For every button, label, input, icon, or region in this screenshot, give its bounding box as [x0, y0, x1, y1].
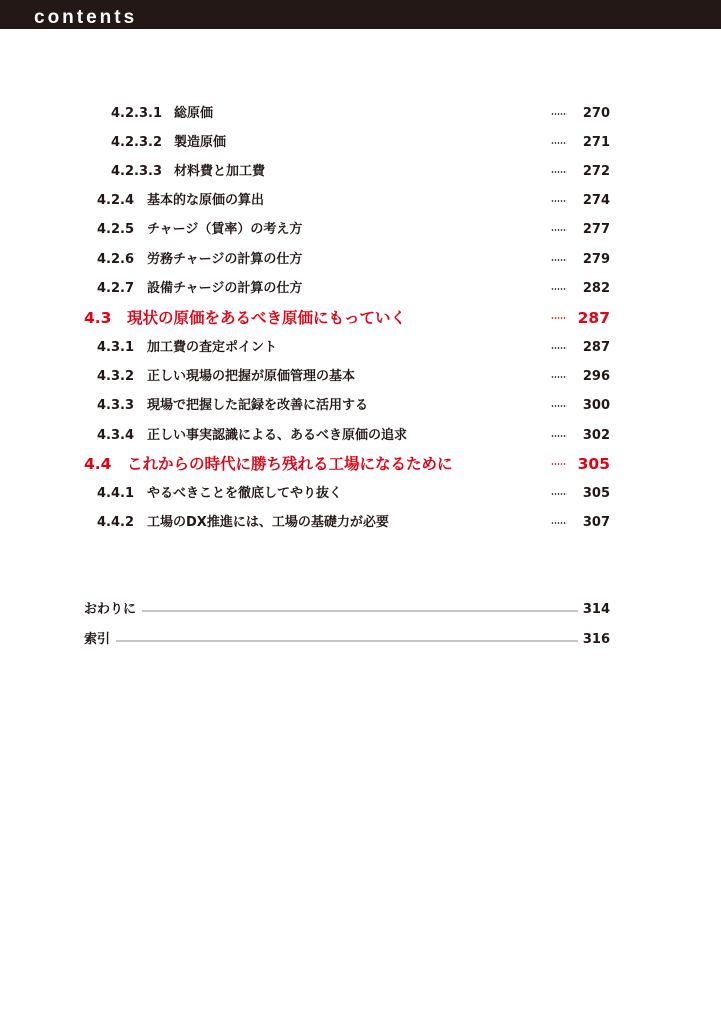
- toc-entry-title: 加工費の査定ポイント: [147, 340, 278, 355]
- toc-entry[interactable]: [97, 396, 610, 416]
- toc-entry-number: 4.2.5: [97, 222, 135, 237]
- toc-entry-page: 287: [582, 340, 610, 355]
- toc-entry-title: 設備チャージの計算の仕方: [147, 281, 303, 296]
- toc-entry[interactable]: [111, 104, 610, 124]
- toc-entry[interactable]: [97, 367, 610, 387]
- toc-leader-dots: [551, 171, 567, 173]
- toc-entry-page: 296: [582, 369, 610, 384]
- toc-entry[interactable]: [111, 162, 610, 182]
- toc-leader-dots: [551, 317, 567, 319]
- toc-section-entry[interactable]: [84, 308, 610, 328]
- toc-leader-dots: [551, 435, 567, 437]
- toc-entry-page: 274: [582, 193, 610, 208]
- back-matter-entry[interactable]: [84, 630, 610, 650]
- toc-entry-number: 4.3.1: [97, 340, 135, 355]
- toc-entry-number: 4.4.2: [97, 515, 135, 530]
- toc-leader-dots: [551, 288, 567, 290]
- toc-entry-page: 302: [582, 428, 610, 443]
- toc-entry-title: 工場のDX推進には、工場の基礎力が必要: [147, 515, 389, 530]
- toc-leader-dots: [551, 522, 567, 524]
- toc-leader-dots: [551, 493, 567, 495]
- toc-entry-number: 4.3.3: [97, 398, 135, 413]
- toc-entry-page: 282: [582, 281, 610, 296]
- toc-entry-page: 305: [577, 455, 610, 473]
- toc-entry-number: 4.2.3.2: [111, 135, 162, 150]
- back-matter-title: 索引: [84, 630, 114, 650]
- toc-leader-dots: [116, 640, 578, 642]
- toc-entry-number: 4.3.4: [97, 428, 135, 443]
- toc-entry-title: 製造原価: [174, 135, 227, 150]
- toc-entry-number: 4.2.3.1: [111, 106, 162, 121]
- toc-entry-number: 4.2.3.3: [111, 164, 162, 179]
- toc-leader-dots: [142, 610, 578, 612]
- contents-header-band: [0, 0, 721, 29]
- toc-leader-dots: [551, 113, 567, 115]
- toc-section-entry[interactable]: [84, 454, 610, 474]
- toc-entry-page: 277: [582, 222, 610, 237]
- toc-entry-title: 現場で把握した記録を改善に活用する: [147, 398, 369, 413]
- toc-entry-page: 287: [577, 309, 610, 327]
- toc-entry-number: 4.3.2: [97, 369, 135, 384]
- toc-entry[interactable]: [97, 484, 610, 504]
- toc-entry-number: 4.4.1: [97, 486, 135, 501]
- toc-entry-number: 4.3: [84, 309, 112, 327]
- toc-entry[interactable]: [97, 426, 610, 446]
- toc-entry[interactable]: [111, 133, 610, 153]
- toc-entry-page: 307: [582, 515, 610, 530]
- back-matter-page: 316: [579, 630, 610, 650]
- toc-entry[interactable]: [97, 279, 610, 299]
- back-matter-entry[interactable]: [84, 600, 610, 620]
- toc-entry-title: 労務チャージの計算の仕方: [147, 252, 303, 267]
- toc-entry-title: 現状の原価をあるべき原価にもっていく: [127, 309, 407, 327]
- toc-entry-page: 271: [582, 135, 610, 150]
- toc-entry[interactable]: [97, 220, 610, 240]
- toc-entry[interactable]: [97, 191, 610, 211]
- back-matter-title: おわりに: [84, 600, 140, 620]
- toc-entry-page: 279: [582, 252, 610, 267]
- toc-entry-number: 4.4: [84, 455, 112, 473]
- back-matter-page: 314: [579, 600, 610, 620]
- toc-entry-title: 材料費と加工費: [174, 164, 266, 179]
- toc-leader-dots: [551, 347, 567, 349]
- toc-entry-page: 270: [582, 106, 610, 121]
- toc-entry-title: チャージ（賃率）の考え方: [147, 222, 303, 237]
- toc-entry[interactable]: [97, 513, 610, 533]
- toc-entry-title: やるべきことを徹底してやり抜く: [147, 486, 343, 501]
- toc-leader-dots: [551, 142, 567, 144]
- toc-leader-dots: [551, 200, 567, 202]
- toc-entry-number: 4.2.6: [97, 252, 135, 267]
- toc-leader-dots: [551, 229, 567, 231]
- toc-entry-number: 4.2.7: [97, 281, 135, 296]
- toc-entry[interactable]: [97, 250, 610, 270]
- toc-entry-title: 基本的な原価の算出: [147, 193, 265, 208]
- toc-entry-page: 300: [582, 398, 610, 413]
- toc-leader-dots: [551, 376, 567, 378]
- toc-leader-dots: [551, 405, 567, 407]
- toc-entry-page: 272: [582, 164, 610, 179]
- toc-entry-title: 正しい事実認識による、あるべき原価の追求: [147, 428, 408, 443]
- contents-header-label: contents: [34, 7, 138, 28]
- toc-entry-title: 総原価: [174, 106, 214, 121]
- toc-leader-dots: [551, 463, 567, 465]
- toc-entry[interactable]: [97, 338, 610, 358]
- toc-leader-dots: [551, 259, 567, 261]
- toc-entry-title: 正しい現場の把握が原価管理の基本: [147, 369, 356, 384]
- toc-entry-title: これからの時代に勝ち残れる工場になるために: [127, 455, 453, 473]
- toc-entry-number: 4.2.4: [97, 193, 135, 208]
- toc-entry-page: 305: [582, 486, 610, 501]
